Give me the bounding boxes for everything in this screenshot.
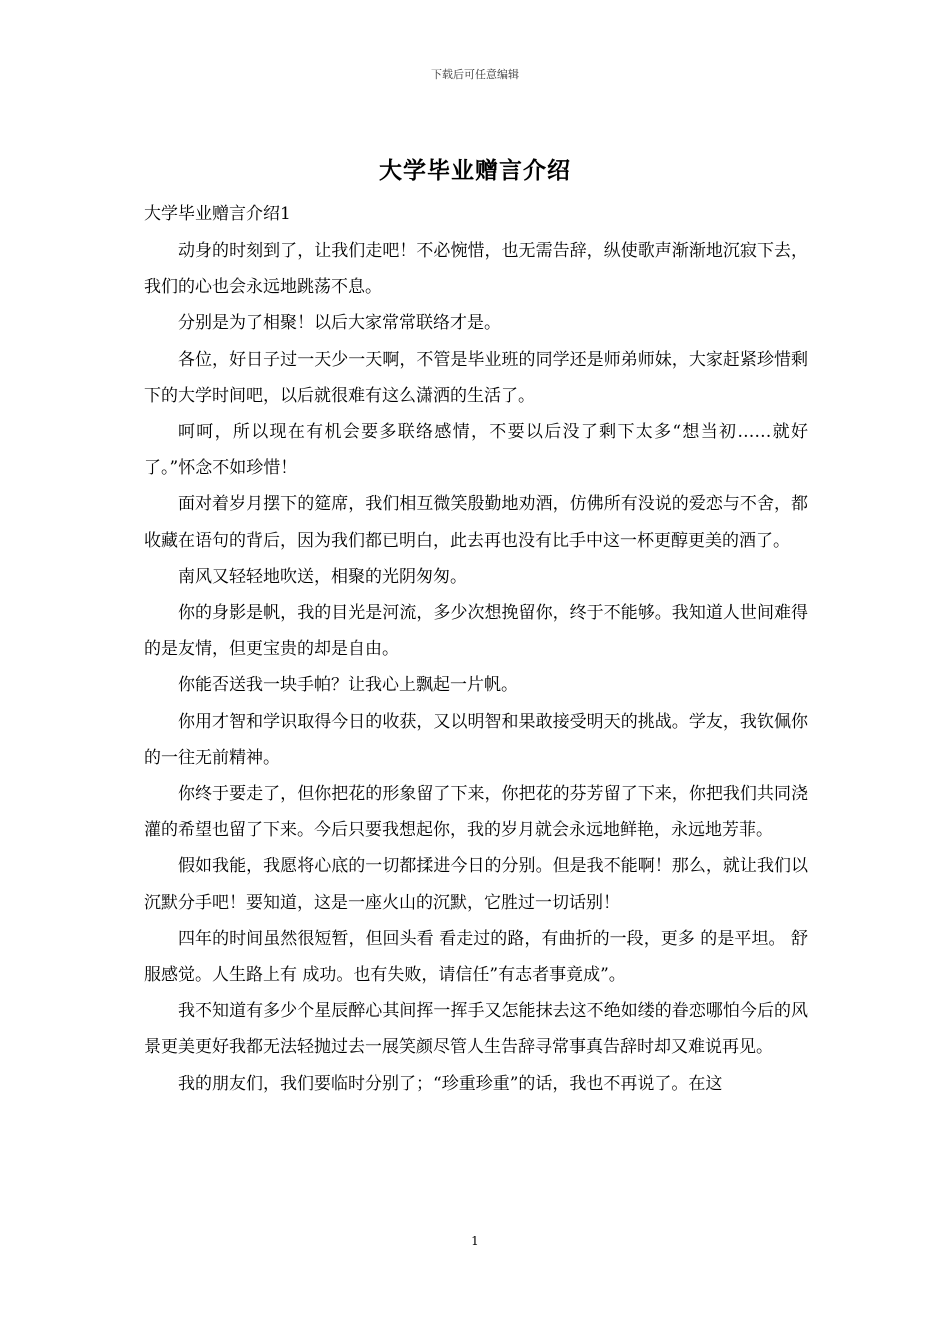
- paragraph: 分别是为了相聚！以后大家常常联络才是。: [178, 313, 501, 334]
- paragraph: 南风又轻轻地吹送，相聚的光阴匆匆。: [178, 566, 467, 587]
- paragraph: 各位，好日子过一天少一天啊，不管是毕业班的同学还是师弟师妹，大家赶紧珍惜剩下的大学时间吧，以后就很难有这么潇洒的生活了。: [144, 349, 808, 406]
- header-note: 下载后可任意编辑: [431, 68, 519, 81]
- paragraph: 你的身影是帆，我的目光是河流，多少次想挽留你，终于不能够。我知道人世间难得的是友情，但更宝贵的却是自由。: [144, 603, 808, 660]
- paragraph: 我的朋友们，我们要临时分别了；“珍重珍重”的话，我也不再说了。在这: [178, 1073, 723, 1094]
- paragraph: 你用才智和学识取得今日的收获，又以明智和果敢接受明天的挑战。学友，我钦佩你的一往无前精神。: [144, 711, 808, 768]
- section-subtitle: 大学毕业赠言介绍1: [144, 204, 291, 224]
- page-title: 大学毕业赠言介绍: [379, 157, 571, 184]
- paragraph: 你终于要走了，但你把花的形象留了下来，你把花的芬芳留了下来，你把我们共同浇灌的希望也留了下来。今后只要我想起你，我的岁月就会永远地鲜艳，永远地芳菲。: [144, 784, 808, 841]
- body-text: [144, 233, 808, 1102]
- paragraph: 四年的时间虽然很短暂，但回头看 看走过的路，有曲折的一段，更多 的是平坦。 舒服感觉。人生路上有 成功。也有失败，请信任”有志者事竟成”。: [144, 928, 808, 986]
- paragraph: 我不知道有多少个星辰醉心其间挥一挥手又怎能抹去这不绝如缕的眷恋哪怕今后的风景更美更好我都无法轻抛过去一展笑颜尽管人生告辞寻常事真告辞时却又难说再见。: [144, 1001, 808, 1058]
- page-number: 1: [471, 1234, 479, 1248]
- paragraph: 面对着岁月摆下的筵席，我们相互微笑殷勤地劝酒，仿佛所有没说的爱恋与不舍，都收藏在语句的背后，因为我们都已明白，此去再也没有比手中这一杯更醇更美的酒了。: [144, 494, 808, 551]
- paragraph: 动身的时刻到了，让我们走吧！不必惋惜，也无需告辞，纵使歌声渐渐地沉寂下去，我们的心也会永远地跳荡不息。: [144, 241, 808, 298]
- paragraph: 呵呵，所以现在有机会要多联络感情，不要以后没了剩下太多“想当初……就好了。”怀念不如珍惜！: [144, 422, 808, 479]
- paragraph: 假如我能，我愿将心底的一切都揉进今日的分别。但是我不能啊！那么，就让我们以沉默分手吧！要知道，这是一座火山的沉默，它胜过一切话别！: [144, 856, 808, 913]
- paragraph: 你能否送我一块手帕？让我心上飘起一片帆。: [178, 675, 518, 696]
